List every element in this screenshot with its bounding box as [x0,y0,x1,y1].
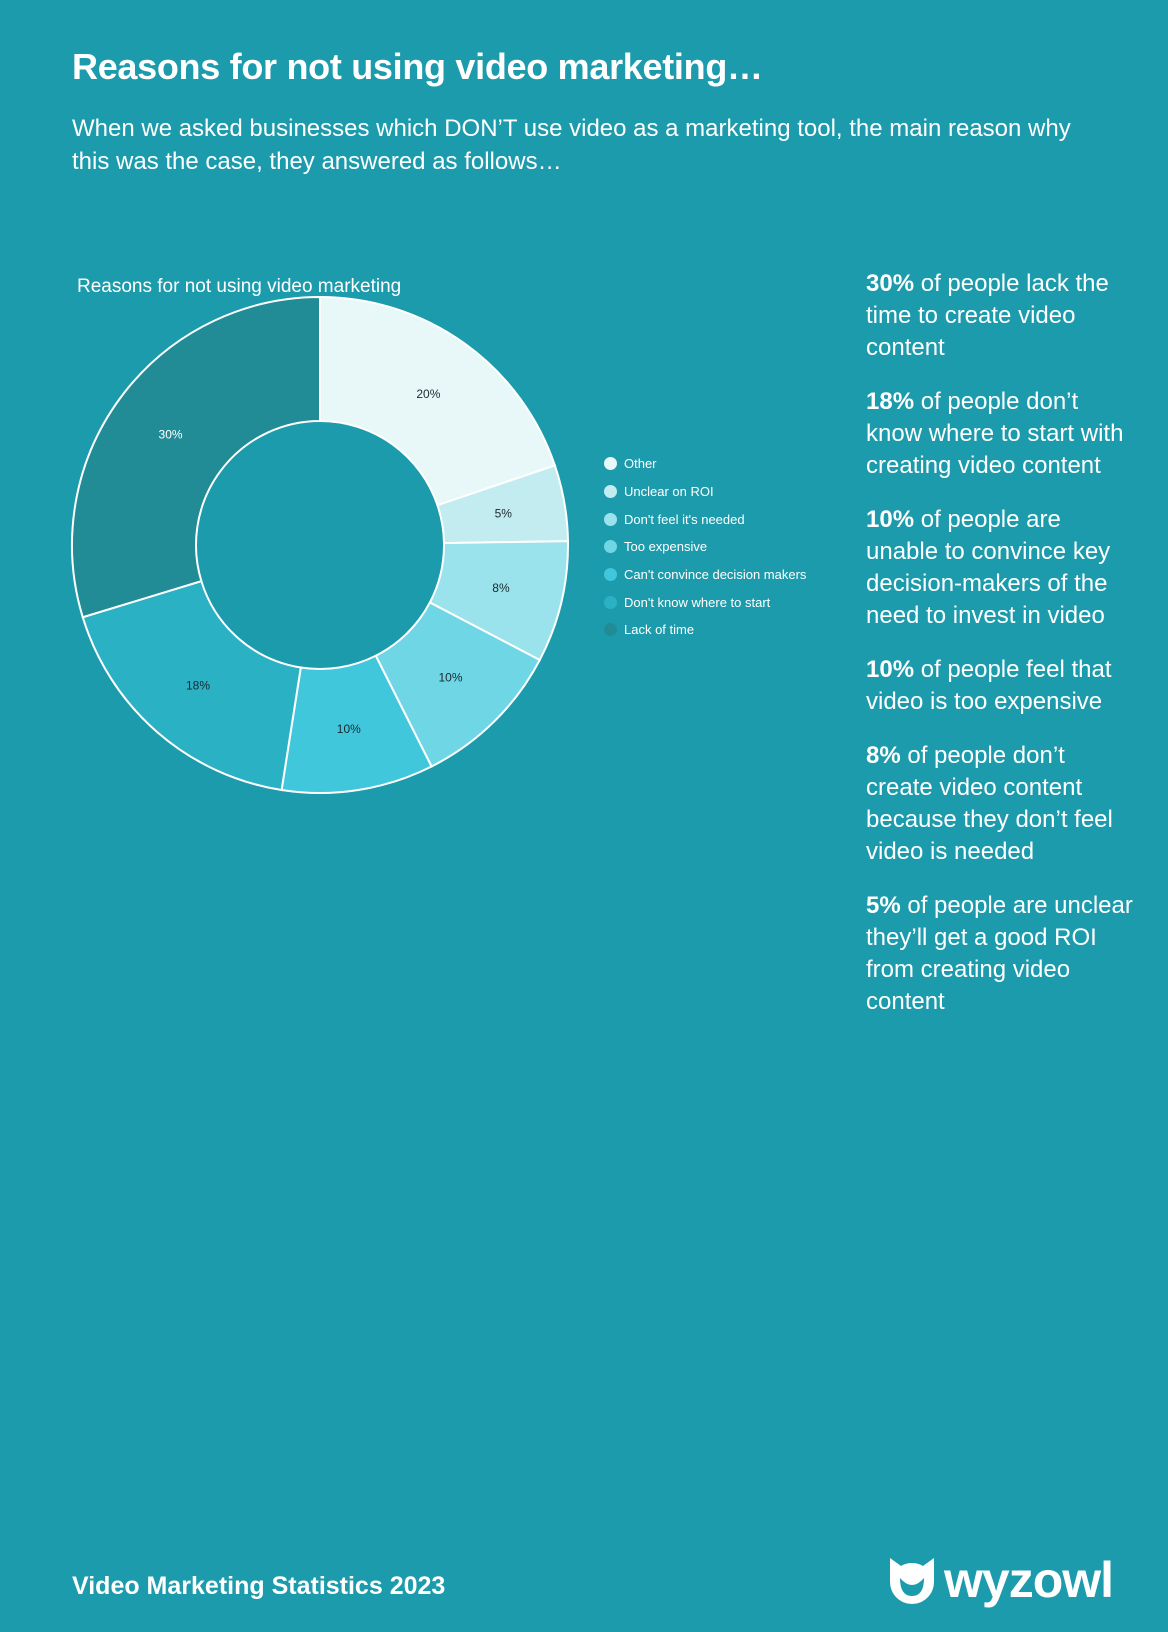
stat-percent: 30% [866,270,915,297]
donut-chart [60,300,580,820]
donut-slice[interactable] [320,297,555,505]
legend-label: Unclear on ROI [624,484,714,500]
stat-percent: 10% [866,656,915,683]
stat-text: of people don’t know where to start with creating video content [866,388,1124,479]
stat-text: of people feel that video is too expensive [866,656,1112,715]
stat-text: of people don’t create video content because they don’t feel video is needed [866,742,1113,865]
legend-label: Lack of time [624,622,695,638]
legend-item[interactable] [604,450,806,478]
stat-item [866,890,1136,1018]
slice-data-label: 5% [494,506,512,521]
slice-data-label: 8% [492,580,510,595]
brand-logo[interactable] [884,1552,1113,1608]
stat-text: of people lack the time to create video content [866,270,1109,361]
stat-percent: 8% [866,742,901,769]
page-title: Reasons for not using video marketing… [72,46,763,87]
slice-data-label: 10% [336,721,361,736]
stat-percent: 10% [866,506,915,533]
legend-item[interactable] [604,533,806,561]
donut-slice[interactable] [72,297,320,617]
legend-item[interactable] [604,588,806,616]
footer-title: Video Marketing Statistics 2023 [72,1572,446,1600]
legend-label: Can't convince decision makers [624,567,807,583]
legend-item[interactable] [604,561,806,589]
legend-item[interactable] [604,505,806,533]
stat-percent: 18% [866,388,915,415]
legend-swatch [604,623,617,636]
stat-item [866,504,1136,632]
stat-item [866,740,1136,868]
page-subtitle: When we asked businesses which DON’T use video as a marketing tool, the main reason why this was the case, they answered as follows… [72,115,1071,175]
stat-percent: 5% [866,892,901,919]
legend-label: Don't know where to start [624,594,771,610]
legend-swatch [604,540,617,553]
stat-item [866,386,1136,482]
stat-item [866,268,1136,364]
legend-label: Too expensive [624,539,708,555]
slice-data-label: 18% [185,678,211,693]
slice-data-label: 30% [158,427,183,442]
slice-data-label: 10% [438,670,463,685]
legend-label: Other [624,456,657,472]
chart-title: Reasons for not using video marketing [77,276,402,297]
stat-text: of people are unable to convince key decision-makers of the need to invest in video [866,506,1111,629]
legend-swatch [604,568,617,581]
legend-item[interactable] [604,478,806,506]
legend-label: Don't feel it's needed [624,511,745,527]
legend-swatch [604,596,617,609]
legend-swatch [604,513,617,526]
slice-data-label: 20% [416,386,441,401]
stat-text: of people are unclear they’ll get a good ROI from creating video content [866,892,1133,1015]
legend-swatch [604,457,617,470]
legend-swatch [604,485,617,498]
stats-list [866,268,1136,1040]
wyzowl-owl-logo-icon [884,1552,940,1608]
brand-name: wyzowl [944,1552,1114,1608]
legend-item[interactable] [604,616,806,644]
stat-item [866,654,1136,718]
chart-legend [604,450,806,644]
